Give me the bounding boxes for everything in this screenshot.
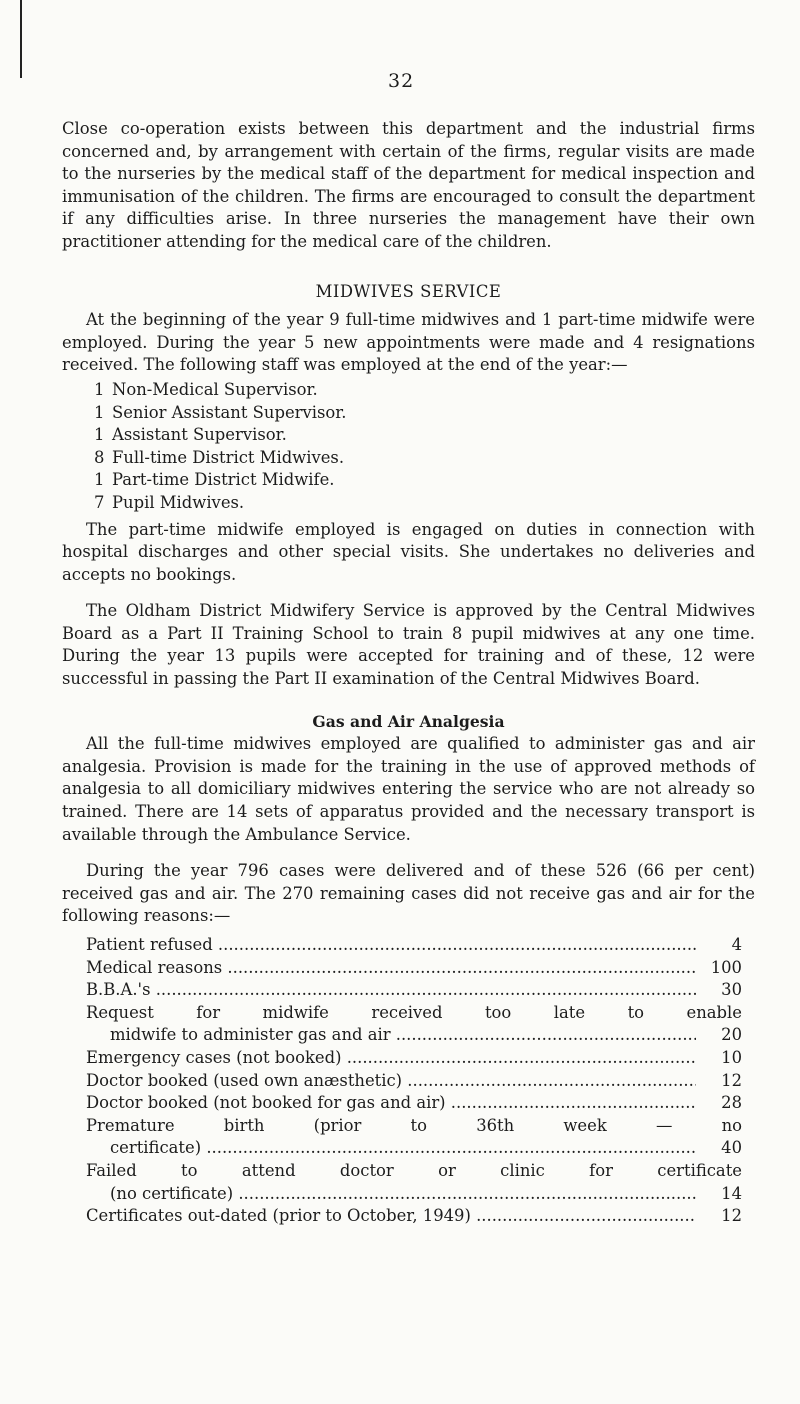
reason-label: Doctor booked (used own anæsthetic) ..... [86,1070,696,1093]
staff-row [94,447,755,470]
staff-role: Non-Medical Supervisor. [112,379,318,399]
staff-count: 8 [94,447,105,467]
reason-value: 10 [721,1047,742,1067]
staff-count: 1 [94,470,105,490]
page-number: 32 [388,70,415,92]
reason-label: Emergency cases (not booked) ..... [86,1047,696,1070]
reason-value: 30 [721,980,742,1000]
reason-label: B.B.A.'s ..... [86,979,696,1002]
reason-row [86,934,742,957]
part-time-paragraph: The part-time midwife employed is engaged on duties in connection with hospital discharges and other special visits. She undertakes no deliveries and accepts no bookings. [62,519,755,584]
staff-role: Full-time District Midwives. [112,447,345,467]
reason-label: Doctor booked (not booked for gas and air) ..... [86,1092,696,1115]
reason-value: 40 [721,1138,742,1158]
body-text [62,118,755,1228]
reason-value: 14 [721,1183,742,1203]
reason-row [86,1070,742,1093]
staff-row [94,424,755,447]
reason-row [86,979,742,1002]
reason-row [86,1002,742,1047]
reason-row [86,1115,742,1160]
staff-role: Pupil Midwives. [112,492,245,512]
staff-row [94,379,755,402]
staff-count: 1 [94,425,105,445]
reason-label: Medical reasons ..... [86,957,696,980]
staff-role: Senior Assistant Supervisor. [112,402,347,422]
analgesia-paragraph: All the full-time midwives employed are qualified to administer gas and air analgesia. Provision is made for the training in the use of approved methods of analgesia to all domiciliary midwives entering the service who are not already so trained. There are 14 sets of apparatus provided and the necessary transport is available through the Ambulance Service. [62,734,755,844]
reason-value: 4 [731,935,742,954]
staff-row [94,469,755,492]
margin-mark [20,0,22,78]
reason-value: 12 [721,1070,742,1090]
staff-list [94,379,755,515]
reason-row [86,1047,742,1070]
reason-value: 12 [721,1206,742,1226]
intro-paragraph: Close co-operation exists between this department and the industrial firms concerned and, by arrangement with certain of the firms, regular visits are made to the nurseries by the medical staff of the department for medical inspection and immunisation of the children. The firms are encouraged to consult the department if any difficulties arise. In three nurseries the management have their own practitioner attending for the medical care of the children. [62,119,755,251]
reason-row [86,957,742,980]
staff-role: Part-time District Midwife. [112,470,335,490]
reason-label-line1: Request for midwife received too late to enable [86,1002,742,1022]
reason-label-line1: Failed to attend doctor or clinic for certificate [86,1160,742,1180]
staff-count: 1 [94,402,105,422]
reason-label: Patient refused ..... [86,934,696,957]
staff-role: Assistant Supervisor. [112,425,287,445]
reason-label-line2: (no certificate) ..... [110,1183,696,1206]
reason-label: Certificates out-dated (prior to October, 1949) ..... [86,1205,696,1228]
staff-count: 7 [94,492,105,512]
staff-row [94,402,755,425]
reason-label-line2: certificate) ..... [110,1137,696,1160]
staff-count: 1 [94,379,105,399]
staffing-paragraph: At the beginning of the year 9 full-time midwives and 1 part-time midwife were employed. During the year 5 new appointments were made and 4 resignations received. The following staff was employed at the end of the year:— [62,310,755,375]
section-title: MIDWIVES SERVICE [315,281,502,301]
reason-row [86,1092,742,1115]
subsection-title: Gas and Air Analgesia [312,711,505,731]
reason-row [86,1160,742,1205]
reason-value: 20 [721,1025,742,1045]
cases-paragraph: During the year 796 cases were delivered and of these 526 (66 per cent) received gas and air. The 270 remaining cases did not receive gas and air for the following reasons:— [62,861,755,926]
reason-value: 28 [721,1093,742,1113]
reason-row [86,1205,742,1228]
reason-value: 100 [710,957,742,977]
reason-label-line2: midwife to administer gas and air ..... [110,1024,696,1047]
training-paragraph: The Oldham District Midwifery Service is approved by the Central Midwives Board as a Part II Training School to train 8 pupil midwives at any one time. During the year 13 pupils were accepted for training and of these, 12 were successful in passing the Part II examination of the Central Midwives Board. [62,601,755,689]
reasons-list [86,934,742,1228]
reason-label-line1: Premature birth (prior to 36th week — no [86,1115,742,1135]
staff-row [94,492,755,515]
